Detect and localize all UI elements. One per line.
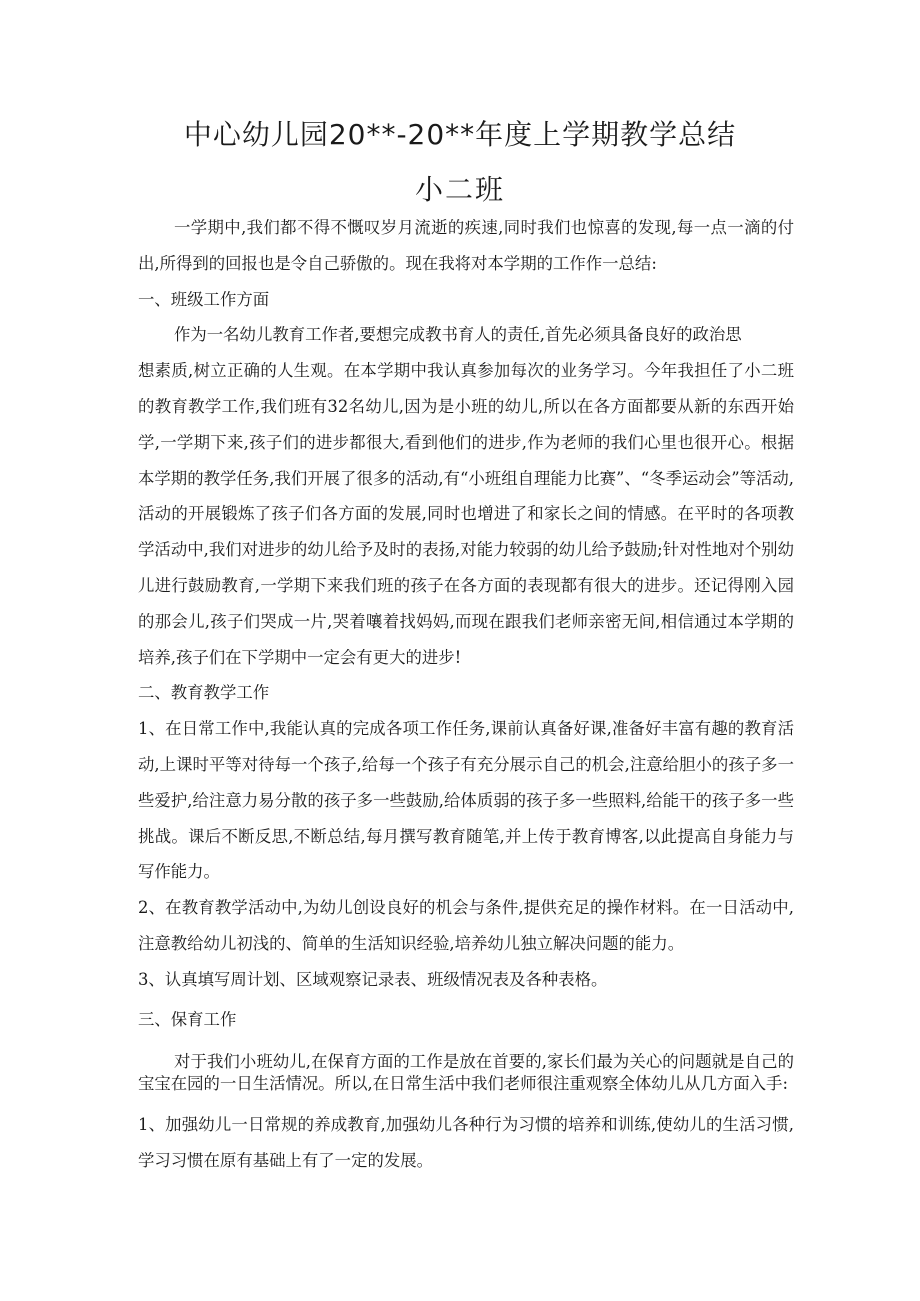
- section-heading-class-work: 一、班级工作方面: [138, 289, 270, 309]
- page-title: 中心幼儿园20**-20**年度上学期教学总结: [183, 118, 737, 151]
- section-heading-care: 三、保育工作: [138, 1009, 237, 1029]
- section2-item-3: 3、认真填写周计划、区域观察记录表、班级情况表及各种表格。: [138, 969, 608, 989]
- section3-intro: 对于我们小班幼儿,在保育方面的工作是放在首要的,家长们最为关心的问题就是自己的宝宝在园的一日生活情况。所以,在日常生活中我们老师很注重观察全体幼儿从几方面入手:: [138, 1052, 794, 1094]
- section-heading-teaching: 二、教育教学工作: [138, 683, 270, 703]
- section3-item-1: 1、加强幼儿一日常规的养成教育,加强幼儿各种行为习惯的培养和训练,使幼儿的生活习惯,学习习惯在原有基础上有了一定的发展。: [138, 1115, 794, 1171]
- section2-item-2: 2、在教育教学活动中,为幼儿创设良好的机会与条件,提供充足的操作材料。在一日活动中,注意教给幼儿初浅的、简单的生活知识经验,培养幼儿独立解决问题的能力。: [138, 898, 794, 953]
- section2-item-1: 1、在日常工作中,我能认真的完成各项工作任务,课前认真备好课,准备好丰富有趣的教育活动,上课时平等对待每一个孩子,给每一个孩子有充分展示自己的机会,注意给胆小的孩子多一些爱护,给注意力易分散的孩子多一些鼓励,给体质弱的孩子多一些照料,给能干的孩子多一些挑战。课后不断反思,不断总结,每月撰写教育随笔,并上传于教育博客,以此提高自身能力与写作能力。: [138, 719, 794, 882]
- document-body: [138, 210, 794, 1179]
- section1-paragraph: 想素质,树立正确的人生观。在本学期中我认真参加每次的业务学习。今年我担任了小二班的教育教学工作,我们班有32名幼儿,因为是小班的幼儿,所以在各方面都要从新的东西开始学,一学期下来,孩子们的进步都很大,看到他们的进步,作为老师的我们心里也很开心。根据本学期的教学任务,我们开展了很多的活动,有“小班组自理能力比赛”、“冬季运动会”等活动,活动的开展锻炼了孩子们各方面的发展,同时也增进了和家长之间的情感。在平时的各项教学活动中,我们对进步的幼儿给予及时的表扬,对能力较弱的幼儿给予鼓励;针对性地对个别幼儿进行鼓励教育,一学期下来我们班的孩子在各方面的表现都有很大的进步。还记得刚入园的那会儿,孩子们哭成一片,哭着嚷着找妈妈,而现在跟我们老师亲密无间,相信通过本学期的培养,孩子们在下学期中一定会有更大的进步!: [138, 361, 794, 667]
- page-subtitle: 小二班: [414, 173, 505, 206]
- intro-paragraph: 一学期中,我们都不得不慨叹岁月流逝的疾速,同时我们也惊喜的发现,每一点一滴的付出,所得到的回报也是令自己骄傲的。现在我将对本学期的工作作一总结:: [138, 218, 794, 273]
- section1-lead: 作为一名幼儿教育工作者,要想完成教书育人的责任,首先必须具备良好的政治思: [174, 325, 742, 345]
